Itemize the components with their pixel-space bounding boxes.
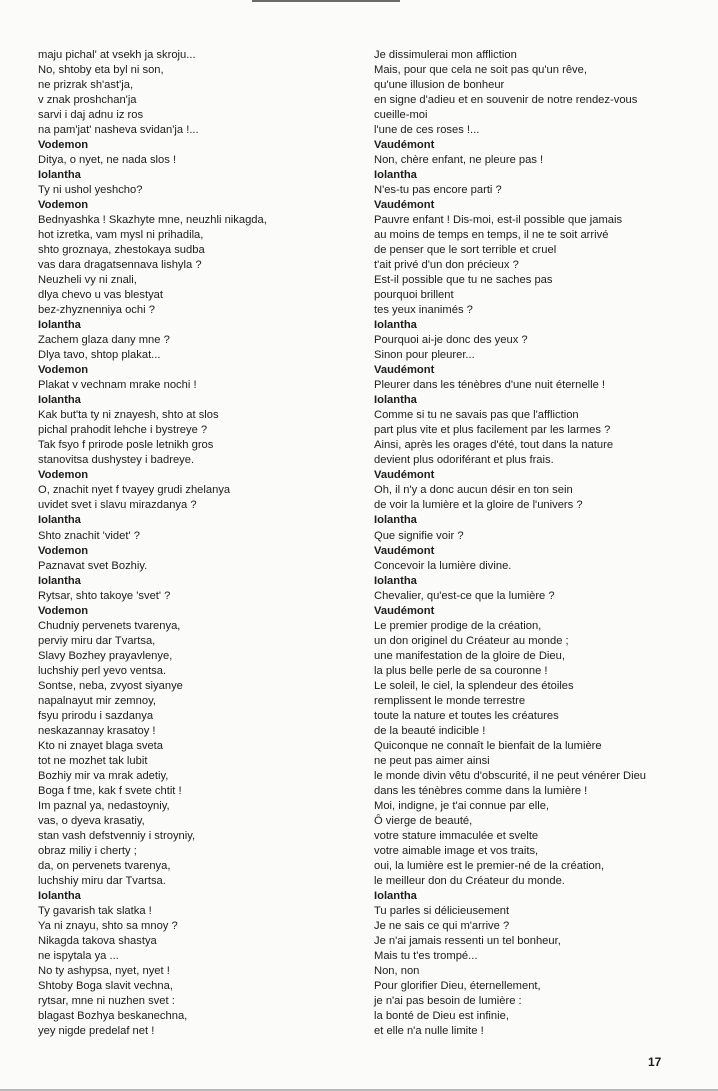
verse-line: neskazannay krasatoy !	[38, 724, 156, 737]
verse-line: Kto ni znayet blaga sveta	[38, 739, 164, 752]
verse-line: tes yeux inanimés ?	[374, 304, 473, 317]
verse-line: en signe d'adieu et en souvenir de notre rendez-vous	[374, 94, 638, 107]
verse-line: Oh, il n'y a donc aucun désir en ton sein	[374, 484, 573, 497]
verse-line: na pam'jat' nasheva svidan'ja !...	[38, 124, 199, 137]
verse-line: Le premier prodige de la création,	[374, 619, 542, 632]
verse-line: ne peut pas aimer ainsi	[374, 754, 490, 767]
verse-line: sarvi i daj adnu iz ros	[38, 109, 144, 122]
speaker-name: Vaudémont	[374, 469, 435, 482]
verse-line: Rytsar, shto takoye 'svet' ?	[38, 589, 171, 602]
verse-line: oui, la lumière est le premier-né de la création,	[374, 859, 605, 872]
verse-line: Pourquoi ai-je donc des yeux ?	[374, 334, 528, 347]
verse-line: de penser que le sort terrible et cruel	[374, 244, 557, 257]
verse-line: luchshiy perl yevo ventsa.	[38, 664, 167, 677]
verse-line: Non, non	[374, 964, 420, 977]
speaker-name: Iolantha	[38, 889, 81, 902]
verse-line: da, on pervenets tvarenya,	[38, 859, 171, 872]
verse-line: N'es-tu pas encore parti ?	[374, 184, 502, 197]
verse-line: Quiconque ne connaît le bienfait de la lumière	[374, 739, 602, 752]
verse-line: Pleurer dans les ténèbres d'une nuit éternelle !	[374, 379, 606, 392]
verse-line: la bonté de Dieu est infinie,	[374, 1010, 509, 1022]
verse-line: uvidet svet i slavu mirazdanya ?	[38, 499, 197, 512]
verse-line: Tak fsyo f prirode posle letnikh gros	[38, 439, 214, 452]
verse-line: Boga f tme, kak f svete chtit !	[38, 784, 182, 797]
verse-line: le meilleur don du Créateur du monde.	[374, 874, 565, 887]
verse-line: No, shtoby eta byl ni son,	[38, 64, 164, 77]
verse-line: Tu parles si délicieusement	[374, 904, 510, 917]
verse-line: No ty ashypsa, nyet, nyet !	[38, 964, 170, 977]
verse-line: Concevoir la lumière divine.	[374, 559, 512, 572]
verse-line: Dlya tavo, shtop plakat...	[38, 349, 161, 362]
verse-line: remplissent le monde terrestre	[374, 694, 526, 707]
verse-line: Slavy Bozhey prayavlenye,	[38, 649, 173, 662]
verse-line: napalnayut mir zemnoy,	[38, 694, 156, 707]
verse-line: ne prizrak sh'ast'ja,	[38, 79, 134, 92]
verse-line: votre stature immaculée et svelte	[374, 829, 539, 842]
verse-line: stanovitsa dushystey i badreye.	[38, 454, 195, 467]
speaker-name: Iolantha	[374, 394, 417, 407]
top-rule	[252, 0, 400, 2]
verse-line: Ainsi, après les orages d'été, tout dans la nature	[374, 439, 614, 452]
page-number: 17	[648, 1055, 662, 1069]
verse-line: bez-zhyznenniya ochi ?	[38, 304, 155, 317]
verse-line: de voir la lumière et la gloire de l'univers ?	[374, 499, 583, 512]
verse-line: Chudniy pervenets tvarenya,	[38, 619, 181, 632]
verse-line: Je ne sais ce qui m'arrive ?	[374, 919, 510, 932]
verse-line: Zachem glaza dany mne ?	[38, 334, 170, 347]
verse-line: Je dissimulerai mon affliction	[374, 49, 517, 61]
speaker-name: Iolantha	[374, 574, 417, 587]
verse-line: v znak proshchan'ja	[38, 94, 137, 107]
verse-line: stan vash defstvenniy i stroyniy,	[38, 829, 196, 842]
speaker-name: Iolantha	[374, 169, 417, 182]
speaker-name: Vaudémont	[374, 139, 435, 152]
verse-line: luchshiy miru dar Tvartsa.	[38, 874, 166, 887]
verse-line: Ty ni ushol yeshcho?	[38, 184, 143, 197]
verse-line: pourquoi brillent	[374, 289, 454, 302]
verse-line: Ty gavarish tak slatka !	[38, 904, 152, 917]
verse-line: Ya ni znayu, shto sa mnoy ?	[38, 919, 178, 932]
verse-line: Non, chère enfant, ne pleure pas !	[374, 154, 544, 167]
verse-line: l'une de ces roses !...	[374, 124, 480, 137]
verse-line: rytsar, mne ni nuzhen svet :	[38, 994, 175, 1007]
verse-line: Que signifie voir ?	[374, 529, 464, 542]
speaker-name: Vodemon	[38, 199, 89, 212]
verse-line: Im paznal ya, nedastoyniy,	[38, 799, 170, 812]
speaker-name: Vaudémont	[374, 364, 435, 377]
verse-line: dans les ténèbres comme dans la lumière !	[374, 784, 588, 797]
verse-line: dlya chevo u vas blestyat	[38, 289, 163, 302]
speaker-name: Iolantha	[38, 514, 81, 527]
verse-line: Kak but'ta ty ni znayesh, shto at slos	[38, 409, 219, 422]
speaker-name: Vaudémont	[374, 604, 435, 617]
speaker-name: Iolantha	[374, 889, 417, 902]
right-column-french	[374, 48, 684, 1039]
verse-line: Paznavat svet Bozhiy.	[38, 559, 148, 572]
speaker-name: Iolantha	[38, 319, 81, 332]
verse-line: Ô vierge de beauté,	[374, 814, 473, 827]
verse-line: un don originel du Créateur au monde ;	[374, 634, 569, 647]
verse-line: Plakat v vechnam mrake nochi !	[38, 379, 197, 392]
verse-line: part plus vite et plus facilement par les larmes ?	[374, 424, 611, 437]
speaker-name: Iolantha	[38, 574, 81, 587]
speaker-name: Vodemon	[38, 139, 89, 152]
verse-line: blagast Bozhya beskanechna,	[38, 1010, 188, 1022]
verse-line: vas dara dragatsennava lishyla ?	[38, 259, 202, 272]
verse-line: toute la nature et toutes les créatures	[374, 709, 559, 722]
verse-line: yey nigde predelaf net !	[38, 1025, 155, 1038]
verse-line: Comme si tu ne savais pas que l'affliction	[374, 409, 579, 422]
speaker-name: Iolantha	[374, 319, 417, 332]
verse-line: Bozhiy mir va mrak adetiy,	[38, 769, 169, 782]
verse-line: je n'ai pas besoin de lumière :	[374, 994, 522, 1007]
speaker-name: Vodemon	[38, 544, 89, 557]
verse-line: Ditya, o nyet, ne nada slos !	[38, 154, 177, 167]
speaker-name: Vodemon	[38, 604, 89, 617]
speaker-name: Vodemon	[38, 469, 89, 482]
verse-line: Chevalier, qu'est-ce que la lumière ?	[374, 589, 555, 602]
speaker-name: Iolantha	[38, 394, 81, 407]
verse-line: devient plus odoriférant et plus frais.	[374, 454, 554, 467]
verse-line: Neuzheli vy ni znali,	[38, 274, 137, 287]
verse-line: shto groznaya, zhestokaya sudba	[38, 244, 205, 257]
verse-line: t'ait privé d'un don précieux ?	[374, 259, 519, 272]
verse-line: Shto znachit 'videt' ?	[38, 529, 140, 542]
speaker-name: Vodemon	[38, 364, 89, 377]
verse-line: et elle n'a nulle limite !	[374, 1025, 484, 1038]
verse-line: Je n'ai jamais ressenti un tel bonheur,	[374, 934, 561, 947]
verse-line: tot ne mozhet tak lubit	[38, 754, 148, 767]
verse-line: Shtoby Boga slavit vechna,	[38, 979, 173, 992]
verse-line: Nikagda takova shastya	[38, 934, 157, 947]
verse-line: votre aimable image et vos traits,	[374, 844, 539, 857]
verse-line: pichal prahodit lehche i bystreye ?	[38, 424, 208, 437]
verse-line: hot izretka, vam mysl ni prihadila,	[38, 229, 204, 242]
verse-line: maju pichal' at vsekh ja skroju...	[38, 49, 196, 61]
verse-line: vas, o dyeva krasatiy,	[38, 814, 145, 827]
verse-line: obraz miliy i cherty ;	[38, 844, 137, 857]
verse-line: ne ispytala ya ...	[38, 949, 119, 962]
verse-line: une manifestation de la gloire de Dieu,	[374, 649, 565, 662]
verse-line: Est-il possible que tu ne saches pas	[374, 274, 553, 287]
verse-line: fsyu prirodu i sazdanya	[38, 709, 154, 722]
verse-line: Sontse, neba, zvyost siyanye	[38, 679, 183, 692]
verse-line: Mais tu t'es trompé...	[374, 949, 478, 962]
verse-line: Pour glorifier Dieu, éternellement,	[374, 979, 541, 992]
verse-line: cueille-moi	[374, 109, 428, 122]
verse-line: Pauvre enfant ! Dis-moi, est-il possible que jamais	[374, 214, 623, 227]
speaker-name: Iolantha	[374, 514, 417, 527]
verse-line: qu'une illusion de bonheur	[374, 79, 505, 92]
speaker-name: Iolantha	[38, 169, 81, 182]
verse-line: le monde divin vêtu d'obscurité, il ne peut vénérer Dieu	[374, 769, 647, 782]
verse-line: Mais, pour que cela ne soit pas qu'un rêve,	[374, 64, 587, 77]
verse-line: Sinon pour pleurer...	[374, 349, 475, 362]
verse-line: Le soleil, le ciel, la splendeur des étoiles	[374, 679, 574, 692]
speaker-name: Vaudémont	[374, 199, 435, 212]
verse-line: perviy miru dar Tvartsa,	[38, 634, 156, 647]
verse-line: Bednyashka ! Skazhyte mne, neuzhli nikagda,	[38, 214, 267, 227]
verse-line: Moi, indigne, je t'ai connue par elle,	[374, 799, 550, 812]
left-column-russian	[38, 48, 338, 1039]
verse-line: au moins de temps en temps, il ne te soit arrivé	[374, 229, 609, 242]
verse-line: O, znachit nyet f tvayey grudi zhelanya	[38, 484, 231, 497]
verse-line: de la beauté indicible !	[374, 724, 486, 737]
speaker-name: Vaudémont	[374, 544, 435, 557]
verse-line: la plus belle perle de sa couronne !	[374, 664, 548, 677]
